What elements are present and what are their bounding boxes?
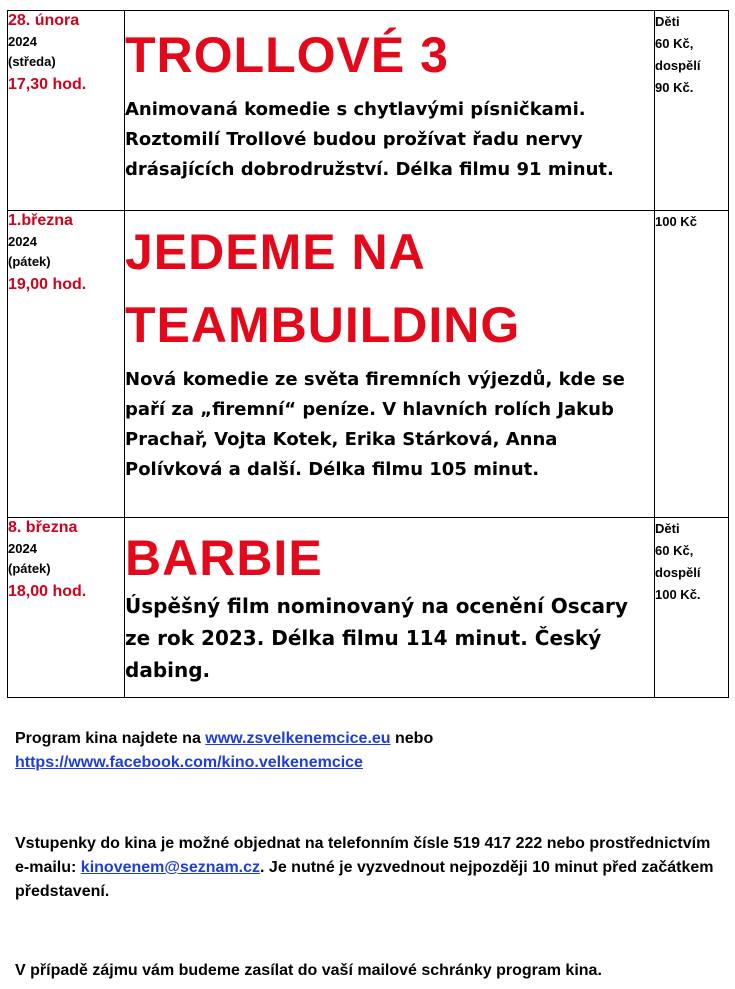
film-description: Úspěšný film nominovaný na ocenění Oscary ze rok 2023. Délka filmu 114 minut. Český dabing. — [125, 594, 628, 682]
email-link[interactable]: kinovenem@seznam.cz — [80, 859, 261, 876]
price-label: dospělí — [655, 565, 701, 580]
price-value: 90 Kč. — [655, 80, 694, 95]
price-value: 60 Kč, — [655, 36, 694, 51]
program-table — [7, 10, 729, 698]
screening-year: 2024 — [8, 541, 37, 556]
tickets-tail-text: . Je nutné je vyzvednout nejpozději 10 minut před začátkem představení. — [15, 859, 714, 900]
screening-date: 8. března — [8, 519, 78, 536]
table-row — [8, 11, 729, 211]
date-cell — [8, 518, 125, 698]
date-cell — [8, 11, 125, 211]
screening-date: 28. února — [8, 12, 80, 29]
screening-weekday: (pátek) — [8, 254, 51, 269]
screening-weekday: (pátek) — [8, 561, 51, 576]
film-title-line-2: TEAMBUILDING — [125, 297, 521, 353]
table-row — [8, 518, 729, 698]
film-cell — [125, 211, 655, 518]
film-cell — [125, 518, 655, 698]
screening-weekday: (středa) — [8, 54, 56, 69]
film-title: BARBIE — [125, 530, 323, 586]
table-row — [8, 211, 729, 518]
price-value: 100 Kč — [655, 214, 697, 229]
screening-year: 2024 — [8, 34, 37, 49]
tickets-paragraph — [15, 832, 725, 904]
price-label: Děti — [655, 521, 680, 536]
screening-year: 2024 — [8, 234, 37, 249]
website-link[interactable]: www.zsvelkenemcice.eu — [205, 730, 391, 747]
price-cell — [655, 518, 729, 698]
screening-time: 19,00 hod. — [8, 276, 87, 293]
price-label: Děti — [655, 14, 680, 29]
film-cell — [125, 11, 655, 211]
date-cell — [8, 211, 125, 518]
film-title: TROLLOVÉ 3 — [125, 27, 449, 83]
price-value: 100 Kč. — [655, 587, 701, 602]
program-info-text: Program kina najdete na — [15, 730, 206, 747]
film-description: Nová komedie ze světa firemních výjezdů, kde se paří za „firemní“ peníze. V hlavních rolích Jakub Prachař, Vojta Kotek, Erika Stárková, Anna Polívková a další. Délka filmu 105 minut. — [125, 369, 625, 480]
price-cell — [655, 11, 729, 211]
screening-date: 1.března — [8, 212, 73, 229]
program-info-paragraph — [15, 727, 725, 775]
tickets-text: Vstupenky do kina je možné objednat na telefonním čísle 519 417 222 nebo prostřednictvím e-mailu: — [15, 835, 711, 876]
screening-time: 17,30 hod. — [8, 76, 87, 93]
facebook-link[interactable]: https://www.facebook.com/kino.velkenemcice — [15, 754, 363, 771]
price-value: 60 Kč, — [655, 543, 694, 558]
film-description: Animovaná komedie s chytlavými písničkami. Roztomilí Trollové budou prožívat řadu nervy drásajících dobrodružství. Délka filmu 91 minut. — [125, 99, 614, 180]
film-title-line-1: JEDEME NA — [125, 224, 426, 280]
price-label: dospělí — [655, 58, 701, 73]
newsletter-paragraph: V případě zájmu vám budeme zasílat do vaší mailové schránky program kina. — [15, 962, 602, 979]
screening-time: 18,00 hod. — [8, 583, 87, 600]
price-cell — [655, 211, 729, 518]
program-info-or: nebo — [390, 730, 434, 747]
